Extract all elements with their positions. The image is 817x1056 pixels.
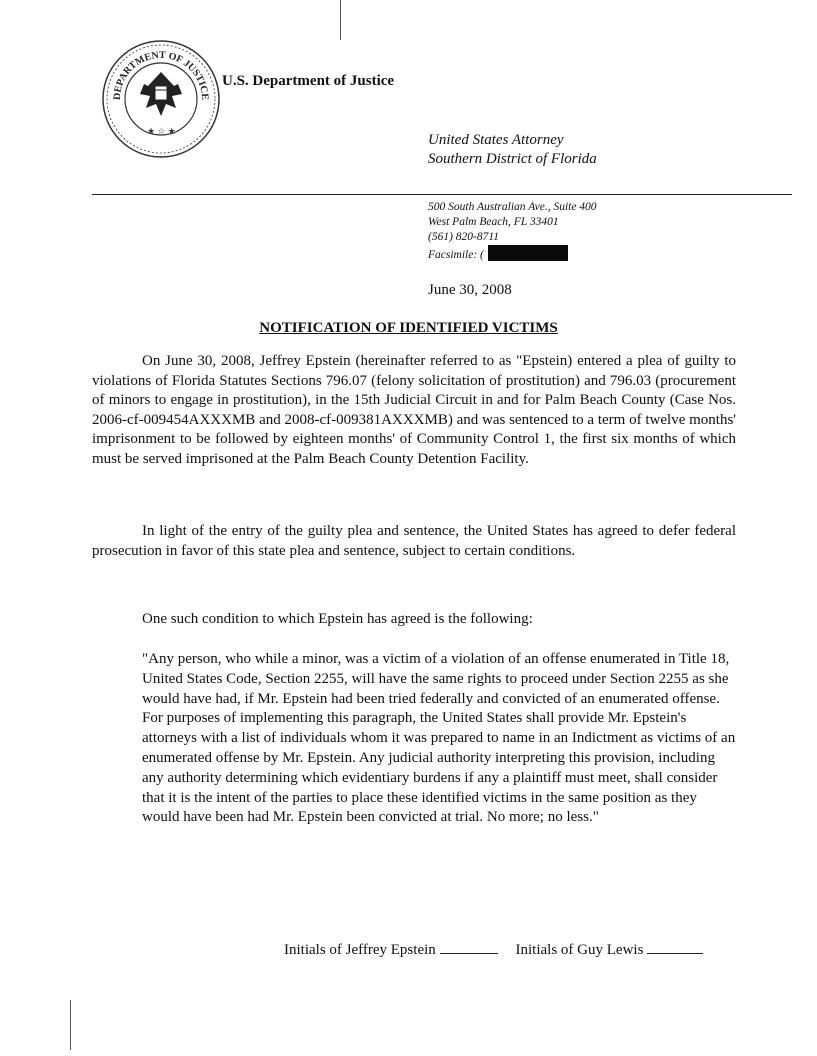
phone-number: (561) 820-8711: [428, 231, 500, 243]
doj-seal: [100, 38, 222, 160]
letter-date: June 30, 2008: [428, 282, 512, 298]
initials-epstein-blank: [440, 953, 498, 954]
initials-lewis-label: Initials of Guy Lewis: [515, 942, 644, 958]
initials-lewis-blank: [647, 953, 703, 954]
office-line-2: Southern District of Florida: [428, 151, 597, 167]
seal-text: DEPARTMENT OF JUSTICE: [111, 49, 211, 101]
scan-artifact-line: [340, 0, 341, 40]
office-block: [428, 131, 597, 169]
fax-label: Facsimile: (: [428, 249, 484, 261]
initials-line: [284, 942, 703, 959]
agency-name: U.S. Department of Justice: [222, 73, 395, 89]
paragraph-condition-intro: One such condition to which Epstein has agreed is the following:: [142, 611, 533, 627]
header-divider: [92, 194, 792, 195]
paragraph-plea: On June 30, 2008, Jeffrey Epstein (hereinafter referred to as "Epstein) entered a plea of guilty to violations of Florida Statutes Sections 796.07 (felony solicitation of prostitution) and 796.03 (procurement of minors to engage in prostitution), in the 15th Judicial Circuit in and for Palm Beach County (Case Nos. 2006-cf-009454AXXXMB and 2008-cf-009381AXXXMB) and was sentenced to a term of twelve months' imprisonment to be followed by eighteen months' of Community Control 1, the first six months of which must be served imprisoned at the Palm Beach County Detention Facility.: [92, 353, 736, 467]
scan-artifact-mark: [70, 1000, 71, 1050]
redaction-box: [488, 245, 568, 261]
fax-line: [428, 245, 597, 263]
svg-text:★ ☆ ★: ★ ☆ ★: [147, 126, 176, 136]
quoted-condition: "Any person, who while a minor, was a victim of a violation of an offense enumerated in Title 18, United States Code, Section 2255, will have the same rights to proceed under Section 2255 as she would have had, if Mr. Epstein had been tried federally and convicted of an enumerated offense. For purposes of implementing this paragraph, the United States shall provide Mr. Epstein's attorneys with a list of individuals whom it was prepared to name in an Indictment as victims of an enumerated offense by Mr. Epstein. Any judicial authority interpreting this provision, including any authority determining which evidentiary burdens if any a plaintiff must meet, shall consider that it is the intent of the parties to place these identified victims in the same position as they would have been had Mr. Epstein been convicted at trial. No more; no less.": [142, 651, 736, 826]
paragraph-deferral: In light of the entry of the guilty plea and sentence, the United States has agreed to defer federal prosecution in favor of this state plea and sentence, subject to certain conditions.: [92, 523, 736, 559]
document-title: NOTIFICATION OF IDENTIFIED VICTIMS: [259, 320, 558, 336]
address-line-2: West Palm Beach, FL 33401: [428, 216, 559, 228]
initials-epstein-label: Initials of Jeffrey Epstein: [284, 942, 436, 958]
address-line-1: 500 South Australian Ave., Suite 400: [428, 201, 597, 213]
office-line-1: United States Attorney: [428, 132, 564, 148]
address-block: [428, 200, 597, 263]
